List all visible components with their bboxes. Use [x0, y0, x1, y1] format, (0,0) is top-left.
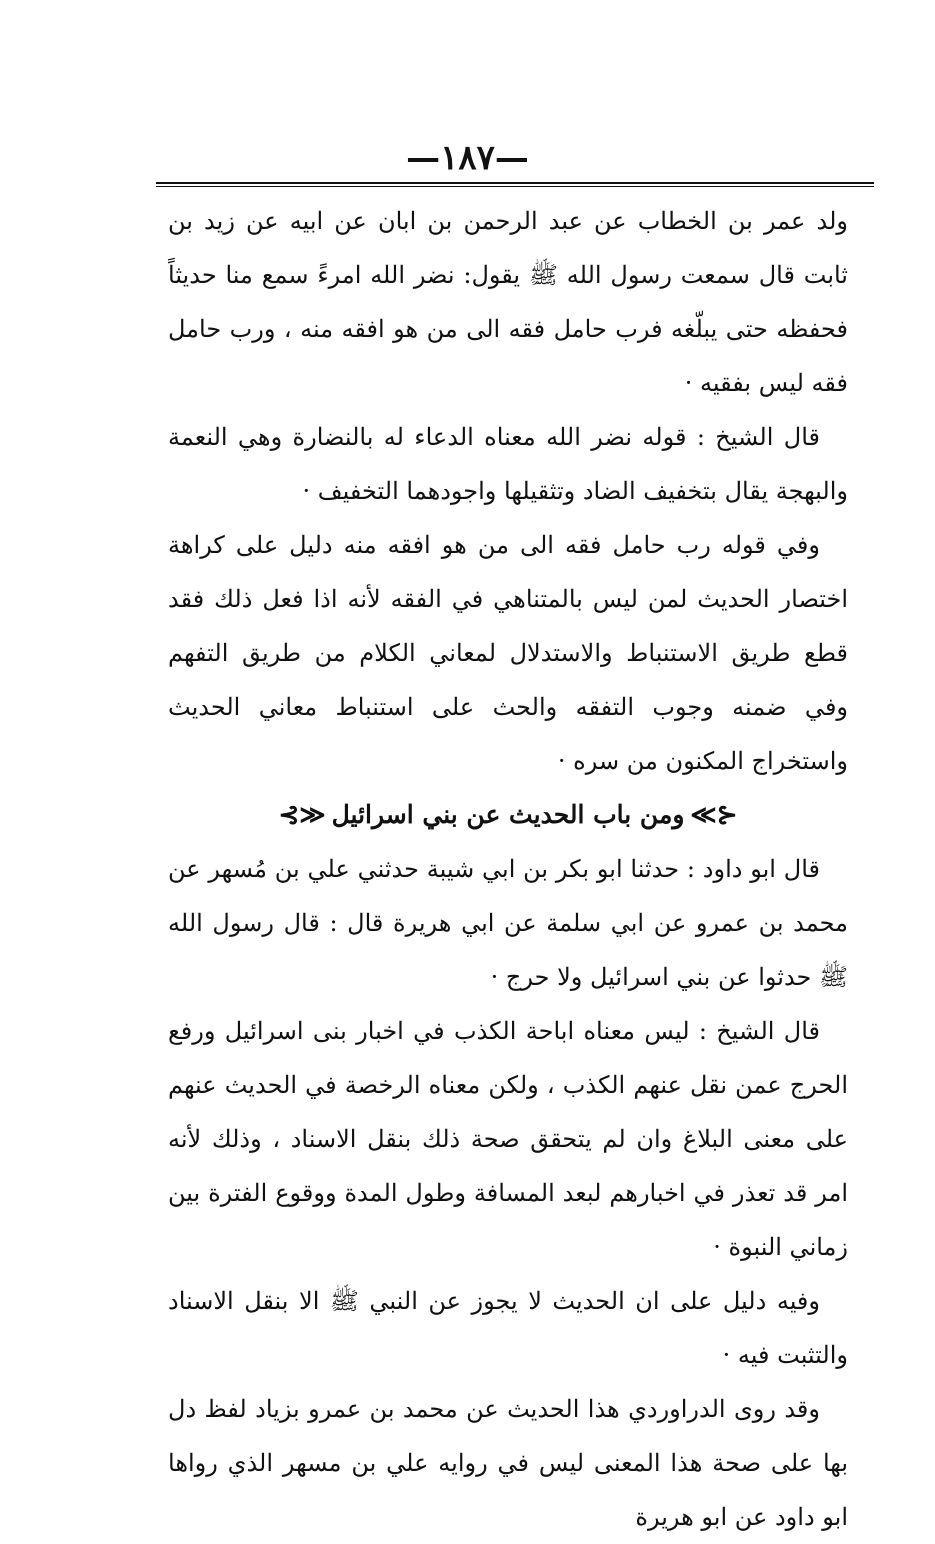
- paragraph: وقد روى الدراوردي هذا الحديث عن محمد بن عمرو بزياد لفظ دل بها على صحة هذا المعنى ليس في روايه علي بن مسهر الذي رواها ابو داود عن ابو هريرة: [168, 1395, 848, 1531]
- section-heading: [168, 788, 848, 842]
- ornament-right-icon: ⊰≫: [690, 800, 738, 829]
- paragraph: وفي قوله رب حامل فقه الى من هو افقه منه دليل على كراهة اختصار الحديث لمن ليس بالمتناهي في الفقه لأنه اذا فعل ذلك فقد قطع طريق الاستنباط والاستدلال لمعاني الكلام من طريق التفهم وفي ضمنه وجوب التفقه والحث على استنباط معاني الحديث واستخراج المكنون من سره ·: [168, 531, 849, 775]
- paragraph: قال الشيخ : ليس معناه اباحة الكذب في اخبار بنى اسرائيل ورفع الحرج عمن نقل عنهم الكذب ، ولكن معناه الرخصة في الحديث عنهم على معنى البلاغ وان لم يتحقق صحة ذلك بنقل الاسناد ، وذلك لأنه امر قد تعذر في اخبارهم لبعد المسافة وطول المدة ووقوع الفترة بين زماني النبوة ·: [168, 1017, 848, 1261]
- paragraph: وفيه دليل على ان الحديث لا يجوز عن النبي ﷺ الا بنقل الاسناد والتثبت فيه ·: [168, 1287, 848, 1369]
- ornament-left-icon: ≪⊱: [278, 800, 326, 829]
- header-rule: [156, 182, 874, 187]
- page-number: —١٨٧—: [406, 138, 529, 178]
- section-heading-text: ومن باب الحديث عن بني اسرائيل: [331, 800, 685, 829]
- paragraph: قال الشيخ : قوله نضر الله معناه الدعاء له بالنضارة وهي النعمة والبهجة يقال بتخفيف الضاد وتثقيلها واجودهما التخفيف ·: [168, 423, 848, 505]
- paragraph: قال ابو داود : حدثنا ابو بكر بن ابي شيبة حدثني علي بن مُسهر عن محمد بن عمرو عن ابي سلمة عن ابي هريرة قال : قال رسول الله ﷺ حدثوا عن بني اسرائيل ولا حرج ·: [168, 855, 848, 991]
- paragraph: ولد عمر بن الخطاب عن عبد الرحمن بن ابان عن ابيه عن زيد بن ثابت قال سمعت رسول الله ﷺ يقول: نضر الله امرءً سمع منا حديثاً فحفظه حتى يبلّغه فرب حامل فقه الى من هو افقه منه ، ورب حامل فقه ليس بفقيه ·: [168, 207, 848, 397]
- page-body: [168, 194, 848, 1544]
